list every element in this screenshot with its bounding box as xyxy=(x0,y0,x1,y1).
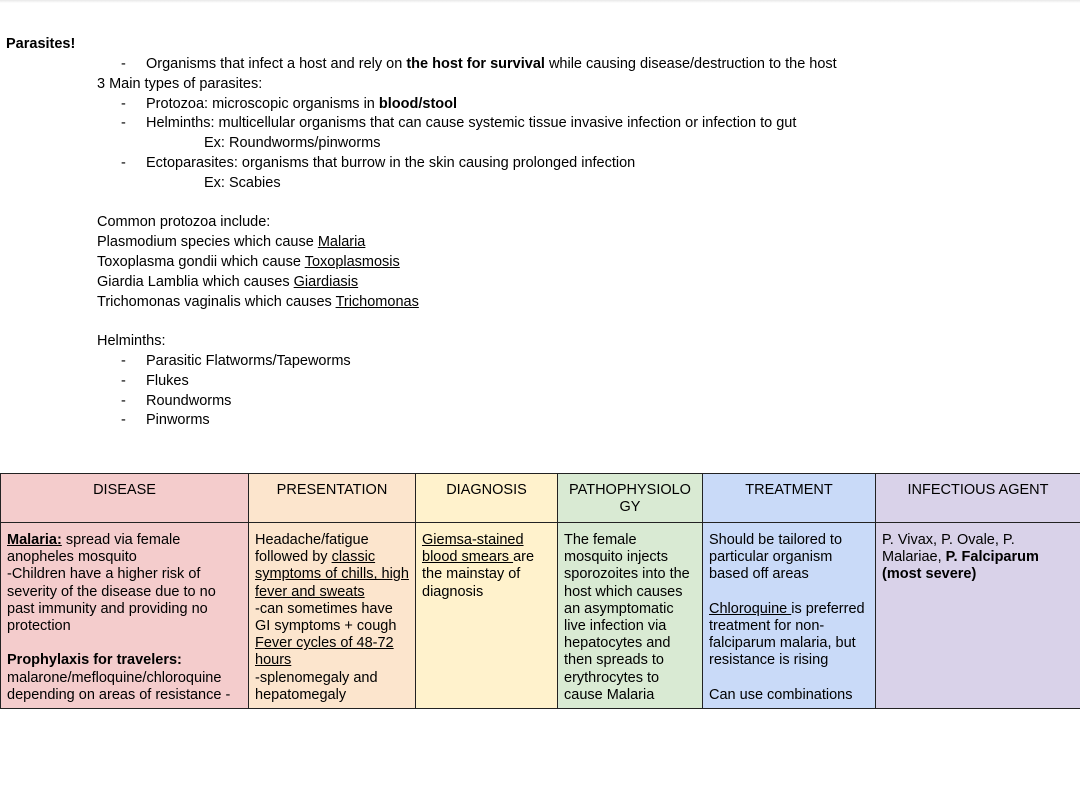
malaria-table xyxy=(0,473,1080,709)
prophylaxis-label: Prophylaxis for travelers: xyxy=(7,652,182,669)
helminths-heading: Helminths: xyxy=(97,333,166,350)
diagnosis-method: Giemsa-stained blood smears xyxy=(422,532,524,566)
type-helminths-text: Helminths: multicellular organisms that can cause systemic tissue invasive infection or infection to gut xyxy=(146,115,797,132)
types-heading: 3 Main types of parasites: xyxy=(97,75,263,92)
intro-prefix: Organisms that infect a host and rely on xyxy=(146,56,407,72)
type-ecto xyxy=(97,154,1057,174)
protozoa-item: Plasmodium species which cause Malaria xyxy=(97,234,366,251)
helminth-item: - Pinworms xyxy=(121,412,210,429)
cell-infectious-agent: P. Vivax, P. Ovale, P. Malariae, P. Falciparum (most severe) xyxy=(876,523,1080,709)
type-protozoa-bold: blood/stool xyxy=(378,95,458,112)
disease-link: Trichomonas xyxy=(335,293,419,310)
header-pathophysiology: PATHOPHYSIOLO GY xyxy=(558,474,703,523)
type-ecto-text: Ectoparasites: organisms that burrow in the skin causing prolonged infection xyxy=(146,154,636,171)
protozoa-item: Giardia Lamblia which causes Giardiasis xyxy=(97,273,359,290)
bullet-dash: - xyxy=(121,95,126,112)
disease-link: Giardiasis xyxy=(293,273,359,290)
type-helminths xyxy=(97,114,1057,134)
disease-link: Malaria xyxy=(317,234,366,251)
intro-bullet xyxy=(97,55,1057,75)
table-row xyxy=(1,523,1080,709)
page-title: Parasites! xyxy=(6,36,76,52)
protozoa-item: Toxoplasma gondii which cause Toxoplasmosis xyxy=(97,253,400,270)
helminth-item: - Flukes xyxy=(121,372,189,389)
bullet-dash: - xyxy=(121,154,126,171)
cell-pathophysiology: The female mosquito injects sporozoites into the host which causes an asymptomatic live infection via hepatocytes and then spreads to erythrocytes to cause Malaria xyxy=(558,523,703,709)
header-diagnosis: DIAGNOSIS xyxy=(416,474,558,523)
top-shadow xyxy=(0,0,1080,3)
cell-disease: Malaria: spread via female anopheles mosquito -Children have a higher risk of severity of the disease due to no past immunity and providing no protection Prophylaxis for travelers: malarone/mefloquine/chloroquine depending on areas of resistance - xyxy=(1,523,249,709)
disease-link: Toxoplasmosis xyxy=(304,253,400,270)
protozoa-heading: Common protozoa include: xyxy=(97,214,271,231)
table-header-row xyxy=(1,474,1080,523)
header-presentation: PRESENTATION xyxy=(249,474,416,523)
protozoa-item: Trichomonas vaginalis which causes Trichomonas xyxy=(97,293,419,310)
disease-risk: -Children have a higher risk of severity of the disease due to no past immunity and providing no protection xyxy=(7,566,216,635)
helminth-item: - Roundworms xyxy=(121,392,232,409)
header-infectious-agent: INFECTIOUS AGENT xyxy=(876,474,1080,523)
disease-name: Malaria: xyxy=(7,532,62,548)
intro-bold: the host for survival xyxy=(406,56,545,72)
bullet-dash: - xyxy=(121,115,126,132)
presentation-symptoms: classic symptoms of chills, high fever and sweats xyxy=(255,549,409,600)
bullet-dash: - xyxy=(121,56,126,72)
cell-presentation: Headache/fatigue followed by classic symptoms of chills, high fever and sweats -can sometimes have GI symptoms + cough Fever cycles of 48-72 hours -splenomegaly and hepatomegaly xyxy=(249,523,416,709)
fever-cycles: Fever cycles of 48-72 hours xyxy=(255,635,394,669)
header-treatment: TREATMENT xyxy=(703,474,876,523)
header-disease: DISEASE xyxy=(1,474,249,523)
chloroquine: Chloroquine xyxy=(709,600,792,617)
falciparum: P. Falciparum (most severe) xyxy=(882,549,1039,583)
intro-text xyxy=(121,56,837,72)
cell-treatment: Should be tailored to particular organism based off areas Chloroquine is preferred treatment for non-falciparum malaria, but resistance is rising Can use combinations xyxy=(703,523,876,709)
prophylaxis-text: malarone/mefloquine/chloroquine depending on areas of resistance - xyxy=(7,669,231,703)
type-protozoa-text: Protozoa: microscopic organisms in xyxy=(146,95,379,112)
notes-body xyxy=(97,55,1057,431)
helminth-item: - Parasitic Flatworms/Tapeworms xyxy=(121,352,351,369)
type-protozoa xyxy=(97,95,1057,115)
ecto-example: Ex: Scabies xyxy=(204,174,281,191)
cell-diagnosis: Giemsa-stained blood smears are the mainstay of diagnosis xyxy=(416,523,558,709)
helminths-example: Ex: Roundworms/pinworms xyxy=(204,135,381,152)
intro-suffix: while causing disease/destruction to the host xyxy=(544,56,837,72)
